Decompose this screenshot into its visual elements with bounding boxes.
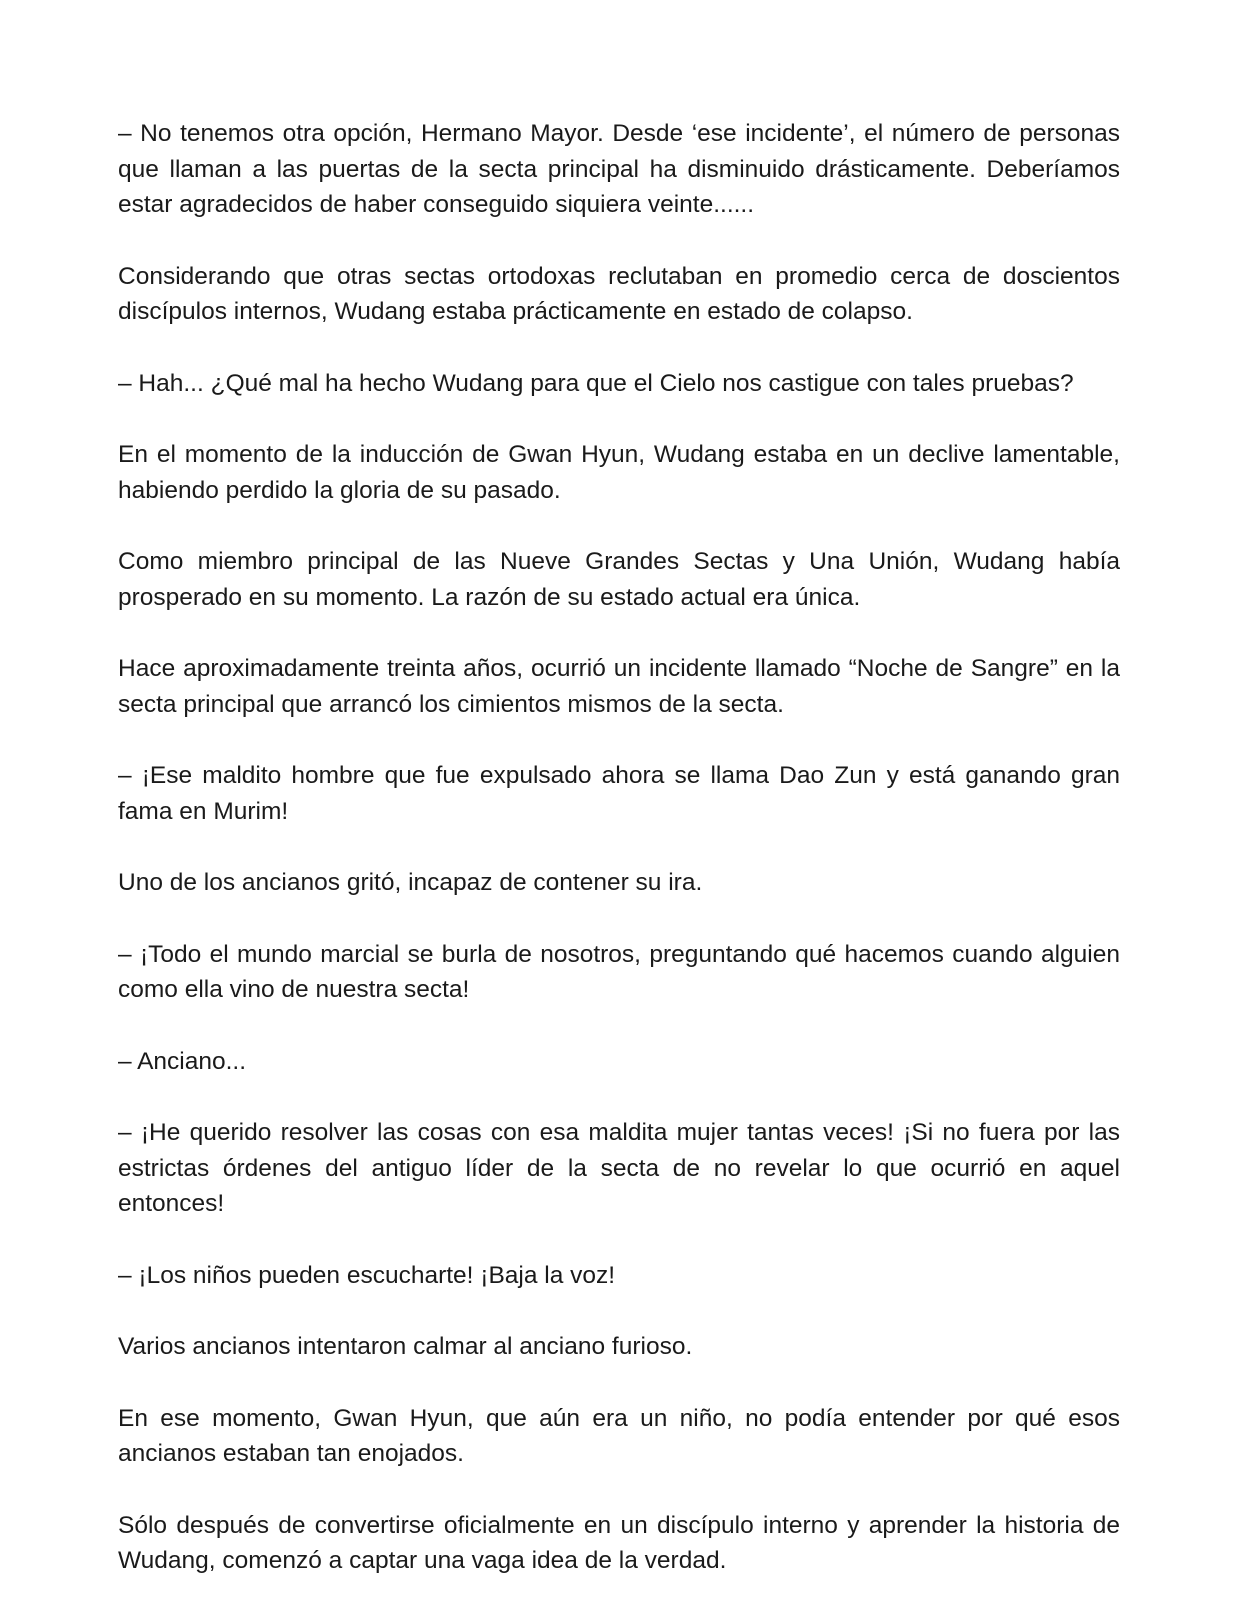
paragraph-narration: Varios ancianos intentaron calmar al anciano furioso. (118, 1333, 693, 1360)
paragraph-narration: En ese momento, Gwan Hyun, que aún era un niño, no podía entender por qué esos ancianos estaban tan enojados. (118, 1404, 1120, 1467)
paragraph-narration: Hace aproximadamente treinta años, ocurrió un incidente llamado “Noche de Sangre” en la secta principal que arrancó los cimientos mismos de la secta. (118, 655, 1120, 718)
paragraph-dialogue: – ¡He querido resolver las cosas con esa maldita mujer tantas veces! ¡Si no fuera por las estrictas órdenes del antiguo líder de la secta de no revelar lo que ocurrió en aquel entonces! (118, 1119, 1120, 1217)
paragraph-dialogue: – Anciano... (118, 1047, 247, 1075)
paragraph-dialogue: – Hah... ¿Qué mal ha hecho Wudang para que el Cielo nos castigue con tales pruebas? (118, 369, 1074, 397)
paragraph-dialogue: – ¡Los niños pueden escucharte! ¡Baja la voz! (118, 1261, 616, 1289)
paragraph-narration: En el momento de la inducción de Gwan Hyun, Wudang estaba en un declive lamentable, habiendo perdido la gloria de su pasado. (118, 441, 1120, 504)
paragraph-dialogue: – ¡Todo el mundo marcial se burla de nosotros, preguntando qué hacemos cuando alguien como ella vino de nuestra secta! (118, 940, 1120, 1003)
paragraph-narration: Uno de los ancianos gritó, incapaz de contener su ira. (118, 869, 703, 896)
paragraph-dialogue: – No tenemos otra opción, Hermano Mayor. Desde ‘ese incidente’, el número de personas que llaman a las puertas de la secta principal ha disminuido drásticamente. Deberíamos estar agradecidos de haber conseguido siquiera veinte...... (118, 120, 1120, 218)
paragraph-dialogue: – ¡Ese maldito hombre que fue expulsado ahora se llama Dao Zun y está ganando gran fama en Murim! (118, 762, 1120, 825)
document-body (118, 116, 1120, 1579)
paragraph-narration: Sólo después de convertirse oficialmente en un discípulo interno y aprender la historia de Wudang, comenzó a captar una vaga idea de la verdad. (118, 1511, 1120, 1574)
paragraph-narration: Como miembro principal de las Nueve Grandes Sectas y Una Unión, Wudang había prosperado en su momento. La razón de su estado actual era única. (118, 548, 1120, 611)
paragraph-narration: Considerando que otras sectas ortodoxas reclutaban en promedio cerca de doscientos discípulos internos, Wudang estaba prácticamente en estado de colapso. (118, 262, 1120, 325)
